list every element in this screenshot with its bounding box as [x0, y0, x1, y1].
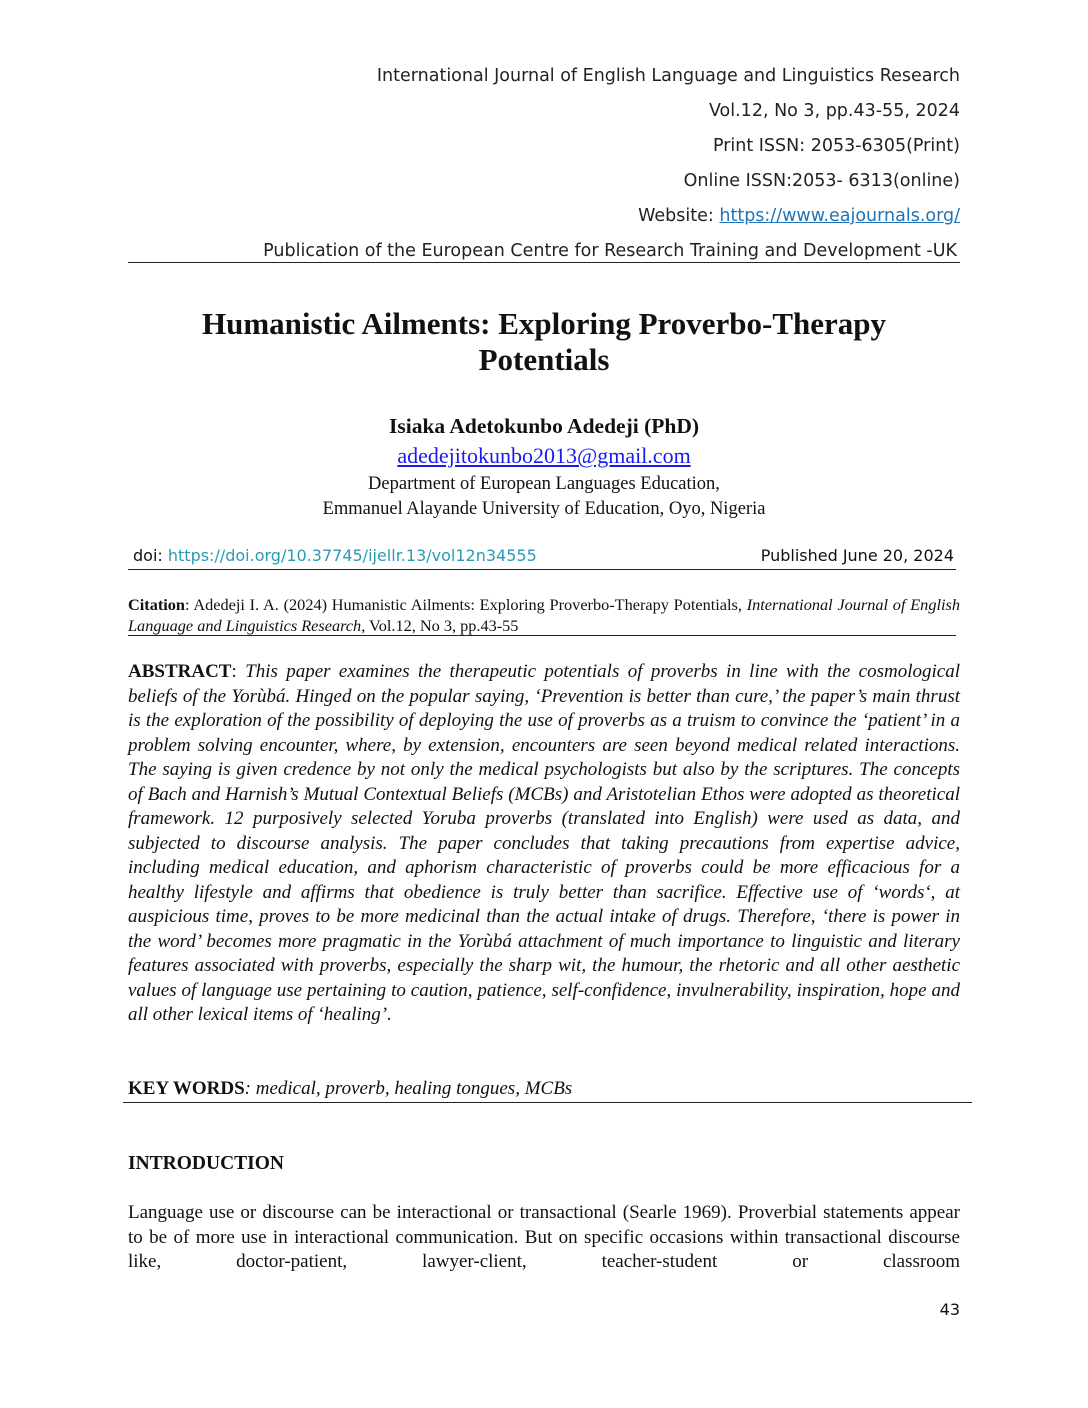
website-line	[638, 206, 960, 226]
keywords-label: KEY WORDS	[128, 1078, 245, 1099]
keywords-text: : medical, proverb, healing tongues, MCBs	[244, 1078, 573, 1099]
author-name: Isiaka Adetokunbo Adedeji (PhD)	[388, 414, 700, 438]
doi-line	[133, 546, 537, 565]
doi-link[interactable]: https://doi.org/10.37745/ijellr.13/vol12n34555	[167, 546, 537, 565]
introduction-paragraph: Language use or discourse can be interactional or transactional (Searle 1969). Proverbial statements appear to be of more use in interactional communication. But on specific occasions within transactional discourse like, doctor-patient, lawyer-client, teacher-student or classroom	[128, 1202, 960, 1272]
email-line	[150, 443, 938, 469]
citation-journal: International Journal of English Language and Linguistics Research	[128, 595, 960, 635]
published-date: Published June 20, 2024	[760, 546, 954, 565]
abstract-colon: :	[231, 661, 246, 682]
introduction-heading: INTRODUCTION	[128, 1153, 285, 1174]
website-link[interactable]: https://www.eajournals.org/	[719, 206, 960, 226]
title-line-2: Potentials	[478, 342, 610, 377]
abstract-text: This paper examines the therapeutic potentials of proverbs in line with the cosmological beliefs of the Yorùbá. Hinged on the popular saying, ‘Prevention is better than cure,’ the paper’s main thrust is the exploration of the possibility of deploying the use of proverbs as a truism to convince the ‘patient’ in a problem solving encounter, where, by extension, encounters are seen beyond medical related interactions. The saying is given credence by not only the medical psychologists but also by the scriptures. The concepts of Bach and Harnish’s Mutual Contextual Beliefs (MCBs) and Aristotelian Ethos were adopted as theoretical framework. 12 purposively selected Yoruba proverbs (translated into English) were used as data, and subjected to discourse analysis. The paper concludes that taking precautions from expertise advice, including medical education, and aphorism characteristic of proverbs could be more efficacious for a healthy lifestyle and affirms that obedience is truly better than sacrifice. Effective use of ‘words‘, at auspicious time, proves to be more medicinal than the actual intake of drugs. Therefore, ‘there is power in the word’ becomes more pragmatic in the Yorùbá attachment of much importance to linguistic and literary features associated with proverbs, especially the sharp wit, the humour, the rhetoric and all other aesthetic values of language use pertaining to caution, patience, self-confidence, invulnerability, inspiration, hope and all other lexical items of ‘healing’.	[128, 661, 960, 1025]
journal-name: International Journal of English Language and Linguistics Research	[376, 66, 960, 86]
citation	[128, 594, 960, 636]
abstract	[128, 660, 960, 1028]
citation-text: : Adedeji I. A. (2024) Humanistic Ailments: Exploring Proverbo-Therapy Potentials,	[184, 595, 747, 614]
citation-label: Citation	[128, 595, 185, 614]
keywords-divider	[123, 1102, 972, 1103]
affiliation-line-2: Emmanuel Alayande University of Education, Oyo, Nigeria	[322, 499, 766, 519]
print-issn: Print ISSN: 2053-6305(Print)	[712, 136, 960, 156]
author-email-link[interactable]: adedejitokunbo2013@gmail.com	[397, 443, 691, 468]
volume-info: Vol.12, No 3, pp.43-55, 2024	[708, 101, 960, 121]
affiliation-line-1: Department of European Languages Education,	[368, 474, 720, 494]
citation-divider	[128, 635, 956, 636]
paper-title	[150, 306, 938, 378]
publisher-line: Publication of the European Centre for Research Training and Development -UK	[263, 241, 957, 261]
affiliation	[150, 472, 938, 522]
title-line-1: Humanistic Ailments: Exploring Proverbo-Therapy	[201, 306, 886, 341]
citation-tail: , Vol.12, No 3, pp.43-55	[361, 616, 519, 635]
abstract-label: ABSTRACT	[128, 661, 232, 682]
doi-label: doi:	[133, 546, 168, 565]
doi-divider	[128, 569, 956, 570]
header-divider	[128, 262, 960, 263]
page-number: 43	[939, 1300, 960, 1319]
online-issn: Online ISSN:2053- 6313(online)	[683, 171, 960, 191]
website-label: Website:	[638, 206, 720, 226]
keywords	[128, 1078, 572, 1100]
